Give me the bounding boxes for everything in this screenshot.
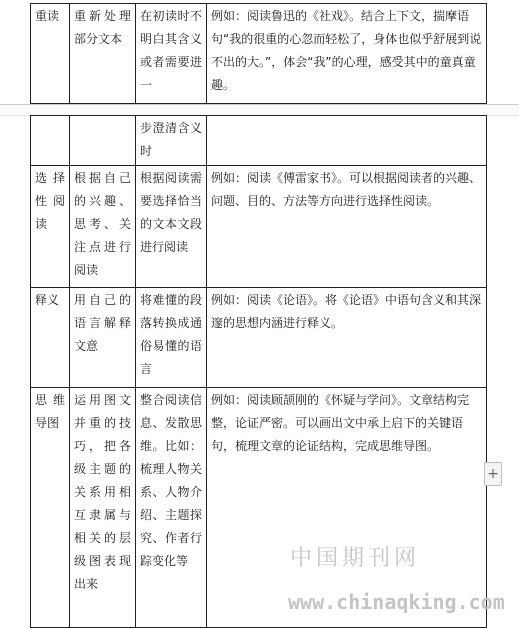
description-cell: 用自己的语言解释文意	[70, 288, 136, 388]
table-row	[31, 288, 487, 388]
table-row	[31, 166, 487, 288]
condition-cell: 整合阅读信息、发散思维。比如：梳理人物关系、人物介绍、主题探究、作者行踪变化等	[136, 388, 207, 628]
condition-cell: 根据阅读需要选择恰当的文本文段进行阅读	[136, 166, 207, 288]
method-cell: 思维导图	[31, 388, 70, 628]
condition-cell: 将难懂的段落转换成通俗易懂的语言	[136, 288, 207, 388]
description-cell	[70, 116, 136, 166]
table-row	[31, 4, 487, 104]
description-cell: 重新处理部分文本	[70, 4, 136, 104]
example-cell: 例如：阅读《论语》。将《论语》中语句含义和其深邃的思想内涵进行释义。	[207, 288, 487, 388]
expand-plus-icon[interactable]: +	[484, 462, 502, 486]
method-cell: 释义	[31, 288, 70, 388]
table-row	[31, 116, 487, 166]
example-cell: 例如：阅读鲁迅的《社戏》。结合上下文，揣摩语句“我的很重的心忽而轻松了，身体也似乎舒展到说不出的大。”，体会“我”的心理，感受其中的童真童趣。	[207, 4, 487, 104]
watermark-logo-text: 中国期刊网	[290, 546, 421, 571]
method-cell: 重读	[31, 4, 70, 104]
description-cell: 运用图文并重的技巧，把各级主题的关系用相互隶属与相关的层级图表现出来	[70, 388, 136, 628]
watermark-url: www.chinaqking.com	[288, 590, 505, 614]
reading-methods-table-top	[30, 3, 487, 104]
condition-cell: 在初读时不明白其含义或者需要进一	[136, 4, 207, 104]
condition-cell: 步澄清含义时	[136, 116, 207, 166]
method-cell	[31, 116, 70, 166]
example-cell: 例如：阅读顾颉刚的《怀疑与学问》。文章结构完整，论证严密。可以画出文中承上启下的关键语句，梳理文章的论证结构，完成思维导图。	[207, 388, 487, 628]
example-cell	[207, 116, 487, 166]
method-cell: 选择性阅读	[31, 166, 70, 288]
example-cell: 例如：阅读《傅雷家书》。可以根据阅读者的兴趣、问题、目的、方法等方向进行选择性阅读。	[207, 166, 487, 288]
description-cell: 根据自己的兴趣、思考、关注点进行阅读	[70, 166, 136, 288]
